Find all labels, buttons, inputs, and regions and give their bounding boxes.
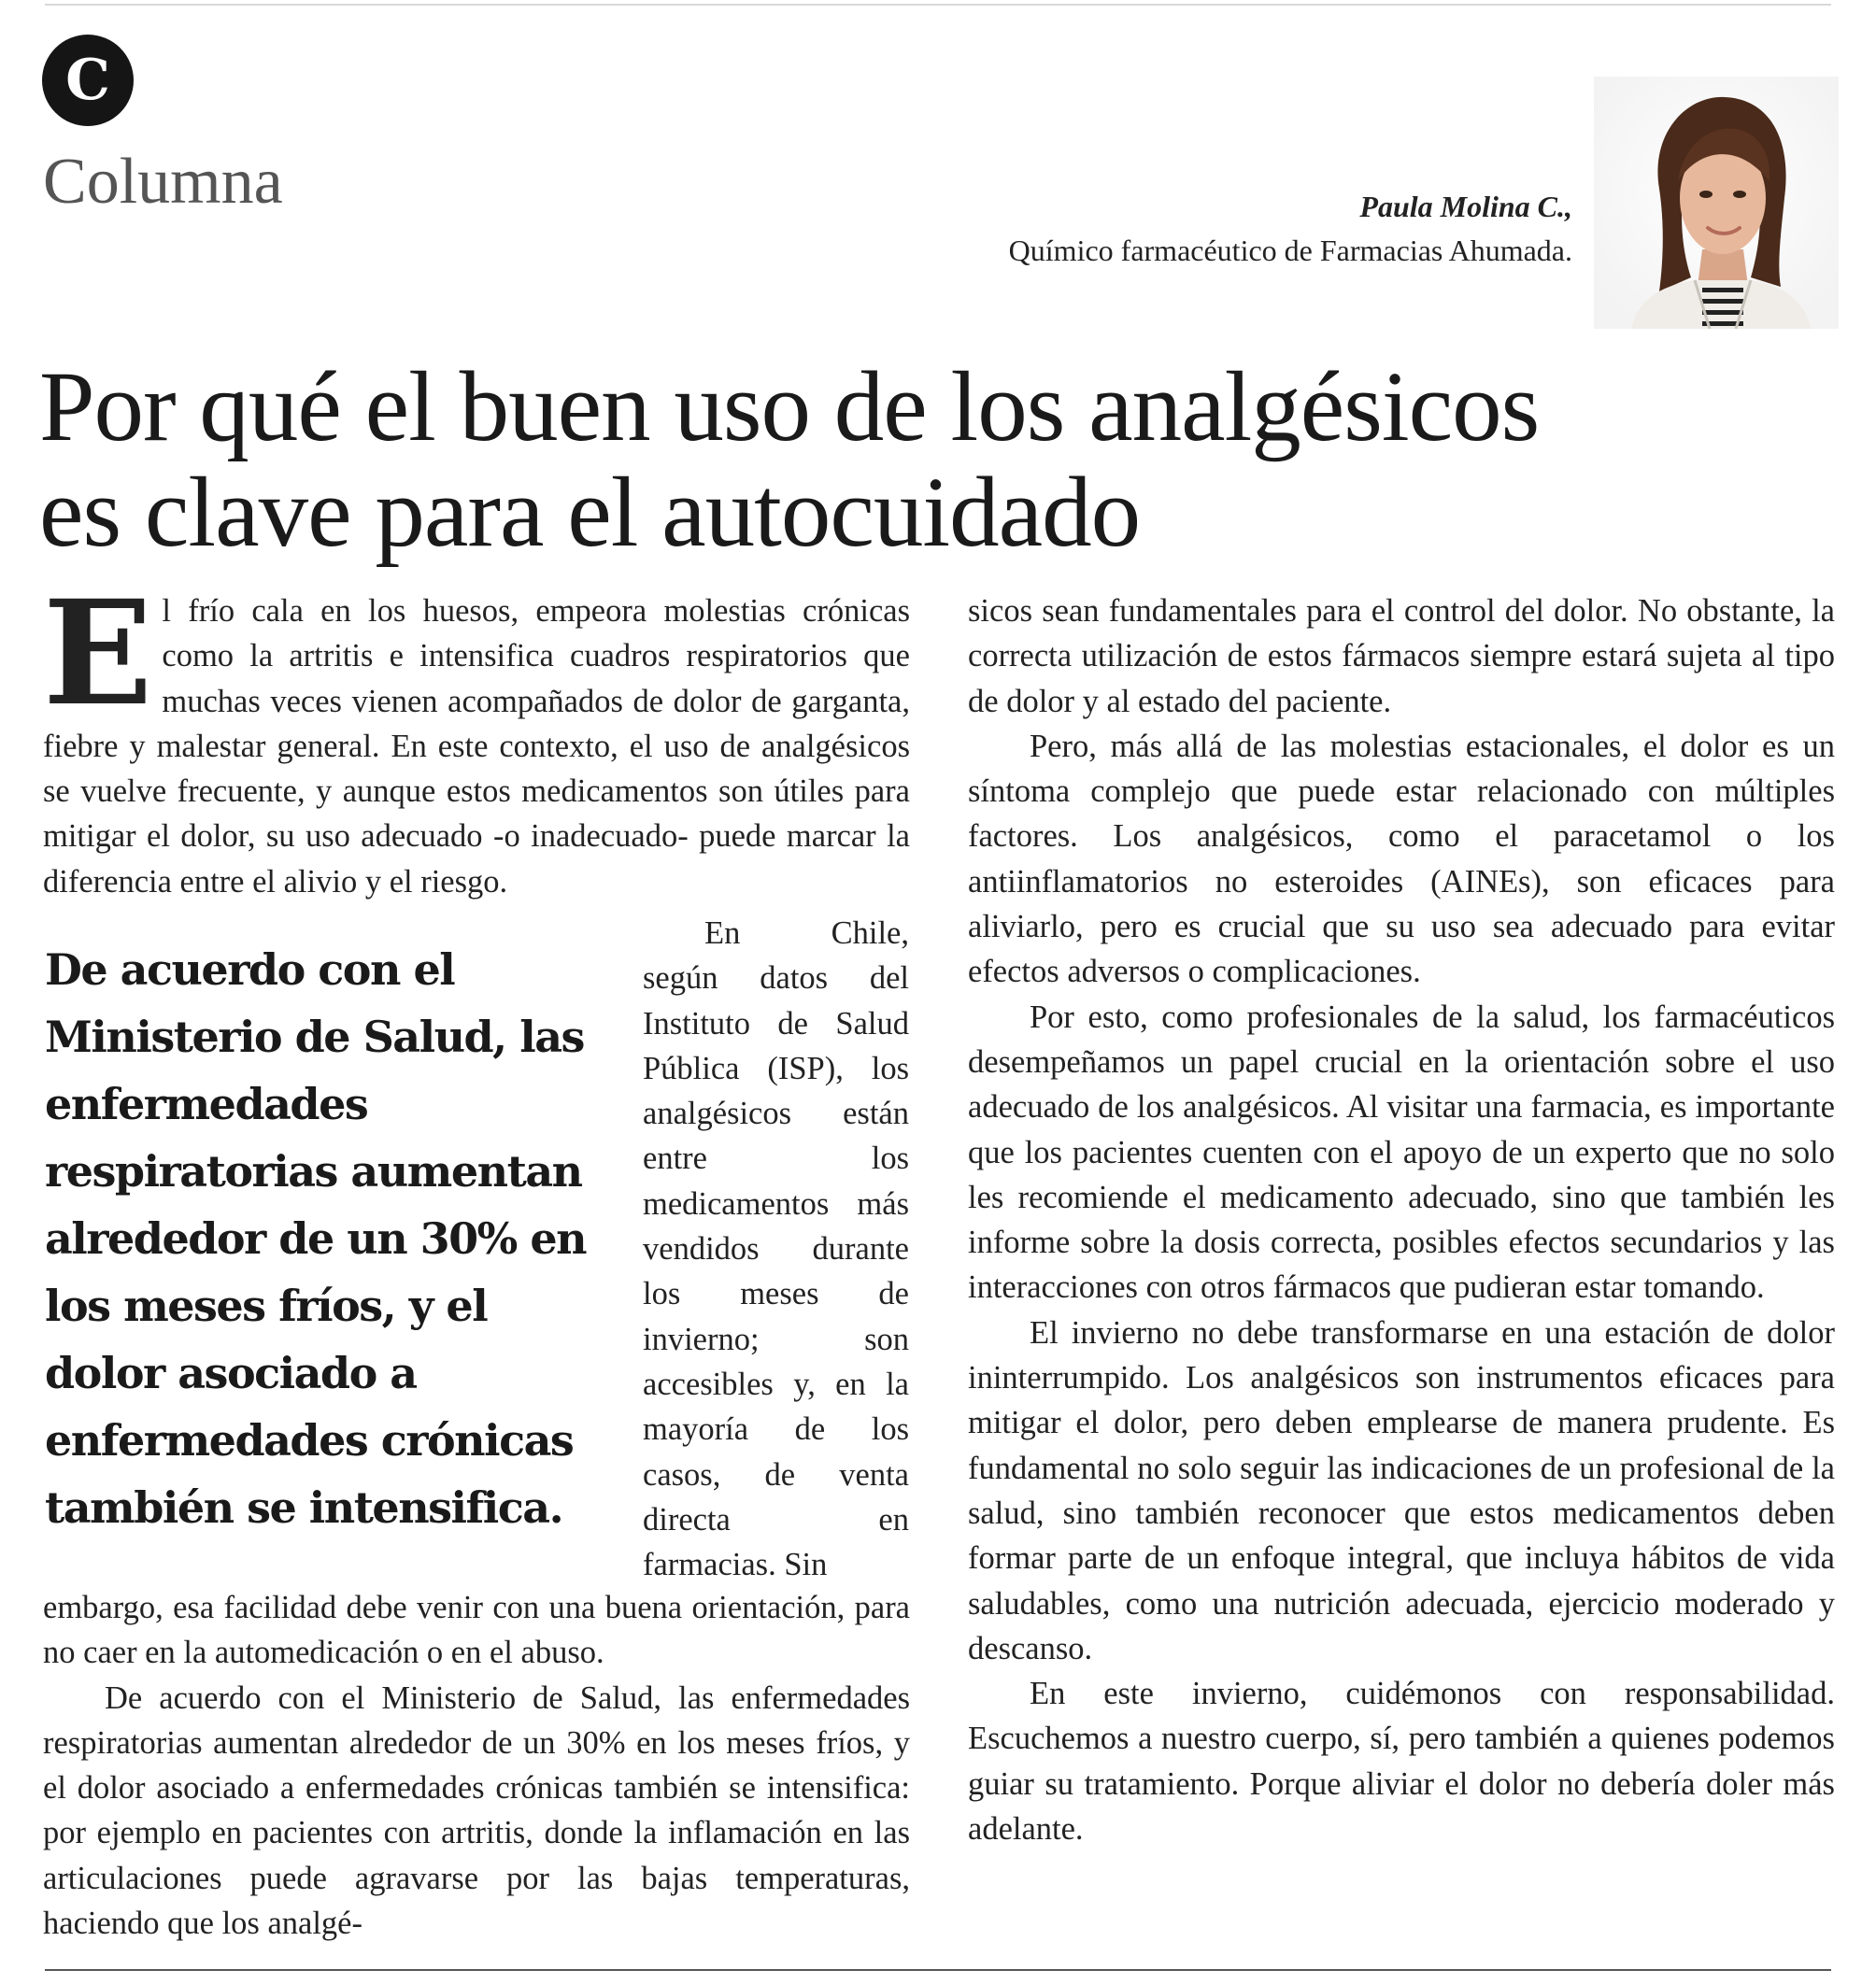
continuation-paragraph: embargo, esa facilidad debe venir con una buena orientación, para no caer en la automedicación o en el abuso. bbox=[43, 1590, 910, 1671]
left-paragraph-3: De acuerdo con el Ministerio de Salud, las enfermedades respiratorias aumentan alrededor de un 30% en los meses fríos, y el dolor asociado a enfermedades crónicas también se intensifica: por ejemplo en pacientes con artritis, donde la inflamación en las articulaciones puede agravarse por las bajas temperaturas, haciendo que los analgé- bbox=[43, 1679, 910, 1942]
right-paragraph-2: Pero, más allá de las molestias estacionales, el dolor es un síntoma complejo que puede estar relacionado con múltiples factores. Los analgésicos, como el paracetamol o los antiinflamatorios no esteroides (AINEs), son eficaces para aliviarlo, pero es crucial que su uso sea adecuado para evitar efectos adversos o complicaciones. bbox=[968, 728, 1835, 990]
narrow-column-text bbox=[643, 911, 909, 1587]
headline-line-1: Por qué el buen uso de los analgésicos bbox=[39, 352, 1540, 462]
pull-quote: De acuerdo con el Ministerio de Salud, las enfermedades respiratorias aumentan alrededor de un 30% en los meses fríos, y el dolor asociado a enfermedades crónicas también se intensifica. bbox=[45, 944, 587, 1533]
author-portrait-photo bbox=[1594, 77, 1839, 329]
right-paragraph-5: En este invierno, cuidémonos con responsabilidad. Escuchemos a nuestro cuerpo, sí, pero también a quienes podemos guiar su tratamiento. Porque aliviar el dolor no debería doler más adelante. bbox=[968, 1676, 1835, 1848]
section-badge bbox=[42, 35, 134, 126]
top-rule bbox=[45, 4, 1831, 6]
right-column bbox=[968, 588, 1835, 1851]
author-role: Químico farmacéutico de Farmacias Ahumada. bbox=[1008, 234, 1572, 267]
section-badge-letter: C bbox=[65, 48, 110, 113]
right-paragraph-3: Por esto, como profesionales de la salud, los farmacéuticos desempeñamos un papel crucial en la orientación sobre el uso adecuado de los analgésicos. Al visitar una farmacia, es importante que los pacientes cuenten con el apoyo de un experto que no solo les recomiende el medicamento adecuado, sino que también les informe sobre la dosis correcta, posibles efectos secundarios y las interacciones con otros fármacos que pudieran estar tomando. bbox=[968, 999, 1835, 1306]
narrow-paragraph: En Chile, según datos del Instituto de Salud Pública (ISP), los analgésicos están entre los medicamentos más vendidos durante los meses de invierno; son accesibles y, en la mayoría de los casos, de venta directa en farmacias. Sin bbox=[643, 915, 909, 1583]
intro-paragraph bbox=[43, 569, 910, 904]
author-name: Paula Molina C., bbox=[1359, 190, 1572, 223]
right-paragraph-1: sicos sean fundamentales para el control del dolor. No obstante, la correcta utilización de estos fármacos siempre estará sujeta al tipo de dolor y al estado del paciente. bbox=[968, 593, 1835, 719]
headline-line-2: es clave para el autocuidado bbox=[39, 458, 1141, 568]
article-headline bbox=[39, 352, 1814, 568]
right-paragraph-4: El invierno no debe transformarse en una estación de dolor ininterrumpido. Los analgésicos son instrumentos eficaces para mitigar el dolor, pero deben emplearse de manera prudente. Es fundamental no solo seguir las indicaciones de un profesional de la salud, sino también reconocer que estos medicamentos deben formar parte de un enfoque integral, que incluya hábitos de vida saludables, como una nutrición adecuada, ejercicio moderado y descanso. bbox=[968, 1314, 1835, 1666]
section-label: Columna bbox=[43, 146, 283, 218]
author-byline bbox=[1009, 185, 1572, 273]
left-column-intro bbox=[43, 569, 910, 904]
drop-cap: E bbox=[43, 569, 153, 738]
intro-text: l frío cala en los huesos, empeora molestias crónicas como la artritis e intensifica cuadros respiratorios que muchas veces vienen acompañados de dolor de garganta, fiebre y malestar general. En este contexto, el uso de analgésicos se vuelve frecuente, y aunque estos medicamentos son útiles para mitigar el dolor, su uso adecuado -o inadecuado- puede marcar la diferencia entre el alivio y el riesgo. bbox=[43, 593, 910, 900]
left-column-lower bbox=[43, 1585, 910, 1946]
bottom-rule bbox=[45, 1969, 1831, 1971]
